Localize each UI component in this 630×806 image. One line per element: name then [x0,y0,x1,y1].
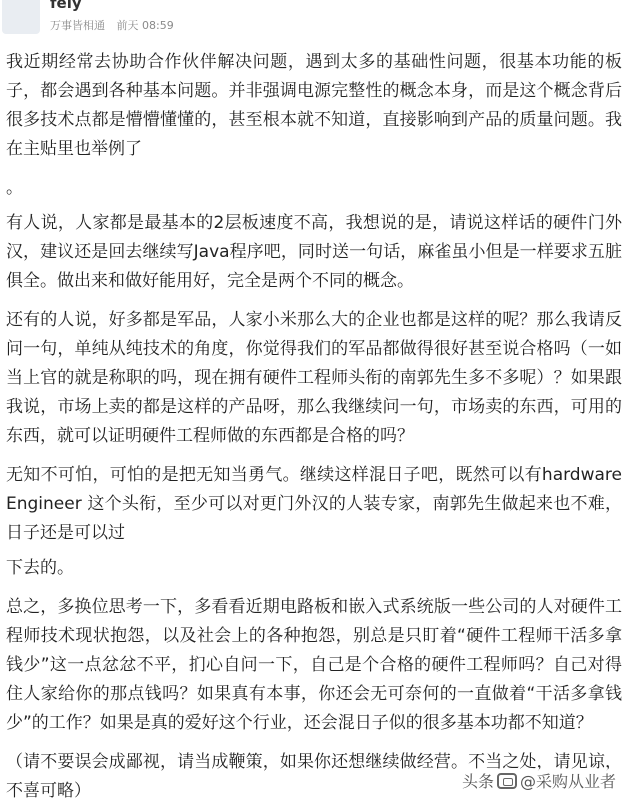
paragraph: 还有的人说，好多都是军品，人家小米那么大的企业也都是这样的呢？那么我请反问一句，单纯从纯技术的角度，你觉得我们的军品都做得很好甚至说合格吗（一如当上官的就是称职的吗，现在拥有硬件工程师头衔的南郭先生多不多呢）？如果跟我说，市场上卖的都是这样的产品呀，那么我继续问一句，市场卖的东西，可用的东西，就可以证明硬件工程师做的东西都是合格的吗？ [6,306,622,451]
timestamp: 前天 08:59 [117,19,174,32]
paragraph: 我近期经常去协助合作伙伴解决问题，遇到太多的基础性问题，很基本功能的板子，都会遇到各种基本问题。并非强调电源完整性的概念本身，而是这个概念背后很多技术点都是懵懵懂懂的，甚至根本就不知道，直接影响到产品的质量问题。我在主贴里也举例了 [6,48,622,164]
watermark-name: @采购从业者 [520,769,616,792]
post-body [0,38,630,806]
watermark [460,769,618,792]
source-label[interactable]: 万事皆相通 [50,19,105,32]
watermark-prefix: 头条 [462,769,494,792]
paragraph: （请不要误会成鄙视，请当成鞭策，如果你还想继续做经营。不当之处，请见谅，不喜可略） [6,748,622,806]
post-meta [50,17,174,33]
paragraph: 。 [6,174,622,203]
paragraph: 下去的。 [6,554,622,583]
tv-logo-icon [497,773,517,789]
paragraph: 总之，多换位思考一下，多看看近期电路板和嵌入式系统版一些公司的人对硬件工程师技术现状抱怨，以及社会上的各种抱怨，别总是只盯着“硬件工程师干活多拿钱少”这一点忿忿不平，扪心自问一下，自己是个合格的硬件工程师吗？自己对得住人家给你的那点钱吗？如果真有本事，你还会无可奈何的一直做着“干活多拿钱少”的工作？如果是真的爱好这个行业，还会混日子似的很多基本功都不知道？ [6,593,622,738]
paragraph: 有人说，人家都是最基本的2层板速度不高，我想说的是，请说这样话的硬件门外汉，建议还是回去继续写Java程序吧，同时送一句话，麻雀虽小但是一样要求五脏俱全。做出来和做好能用好，完全是两个不同的概念。 [6,209,622,296]
author-name[interactable]: feiy [50,0,82,12]
paragraph: 无知不可怕，可怕的是把无知当勇气。继续这样混日子吧，既然可以有hardware Engineer 这个头衔，至少可以对更门外汉的人装专家，南郭先生做起来也不难，日子还是可以过 [6,461,622,548]
avatar[interactable] [2,0,40,34]
post-header [0,0,630,38]
